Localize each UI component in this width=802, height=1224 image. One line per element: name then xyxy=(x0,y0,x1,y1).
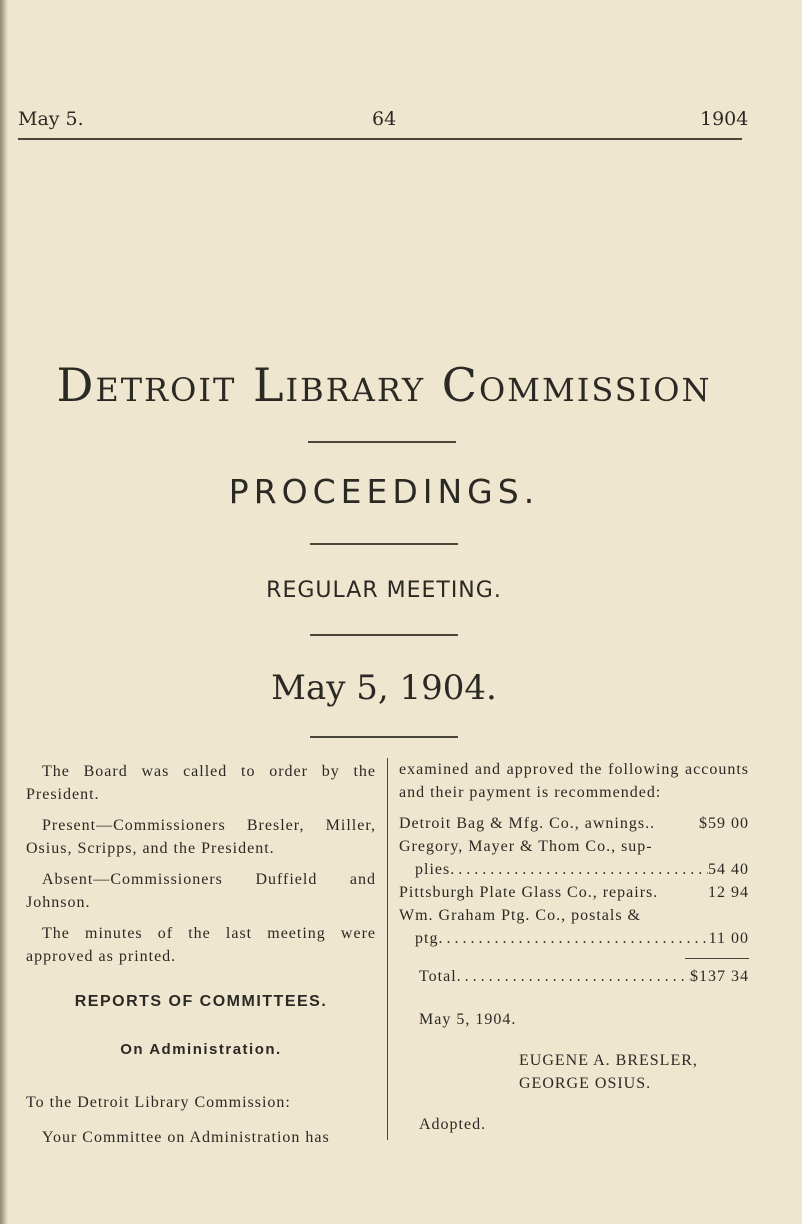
running-head-left: May 5. xyxy=(18,108,84,130)
minutes-approved: The minutes of the last meeting were approved as printed. xyxy=(26,925,376,965)
account-payee-continued: ptg xyxy=(415,930,439,947)
absent-members: Absent—Commissioners Duffield and Johnson. xyxy=(26,871,376,911)
left-column xyxy=(26,760,376,1157)
divider-rule xyxy=(310,543,458,545)
proceedings-heading: PROCEEDINGS. xyxy=(228,472,540,511)
page-title: Detroit Library Commission xyxy=(56,358,712,412)
divider-rule xyxy=(308,441,456,443)
accounts-intro: examined and approved the following accounts and their payment is recommended: xyxy=(399,761,749,801)
leader-dots xyxy=(450,858,708,881)
account-amount: 11 00 xyxy=(708,930,749,947)
total-rule xyxy=(685,958,749,959)
leader-dots xyxy=(438,927,708,950)
account-row xyxy=(399,927,749,950)
account-row xyxy=(399,881,749,904)
running-head-year: 1904 xyxy=(700,108,749,130)
salutation: To the Detroit Library Commission: xyxy=(26,1094,291,1111)
account-row xyxy=(399,812,749,835)
account-amount: 12 94 xyxy=(708,884,749,901)
call-to-order: The Board was called to order by the President. xyxy=(26,763,376,803)
total-amount: $137 34 xyxy=(690,968,749,985)
account-payee: Wm. Graham Ptg. Co., postals & xyxy=(399,907,641,924)
page-binding-edge xyxy=(0,0,8,1224)
account-payee: Gregory, Mayer & Thom Co., sup- xyxy=(399,838,653,855)
account-payee: Detroit Bag & Mfg. Co., awnings.. xyxy=(399,815,656,832)
divider-rule xyxy=(310,634,458,636)
report-date: May 5, 1904. xyxy=(419,1011,517,1028)
signatory: EUGENE A. BRESLER, xyxy=(519,1052,698,1069)
header-rule xyxy=(18,138,742,140)
column-divider xyxy=(387,758,388,1140)
leader-dots xyxy=(457,965,690,988)
account-amount: 54 40 xyxy=(708,861,749,878)
adopted-note: Adopted. xyxy=(419,1116,487,1133)
account-payee-continued: plies xyxy=(415,861,451,878)
total-label: Total xyxy=(419,968,457,985)
committee-report-start: Your Committee on Administration has xyxy=(42,1129,330,1146)
account-row xyxy=(399,858,749,881)
meeting-date: May 5, 1904. xyxy=(271,668,497,708)
account-payee: Pittsburgh Plate Glass Co., repairs. xyxy=(399,884,659,901)
signatory: GEORGE OSIUS. xyxy=(519,1075,652,1092)
present-members: Present—Commissioners Bresler, Miller, Osius, Scripps, and the President. xyxy=(26,817,376,857)
account-amount: $59 00 xyxy=(699,815,749,832)
page-number: 64 xyxy=(372,108,397,130)
right-column xyxy=(399,758,749,1136)
divider-rule xyxy=(310,736,458,738)
reports-heading: REPORTS OF COMMITTEES. xyxy=(74,993,328,1010)
total-row xyxy=(399,965,749,988)
admin-heading: On Administration. xyxy=(120,1041,282,1058)
meeting-heading: REGULAR MEETING. xyxy=(266,578,502,603)
